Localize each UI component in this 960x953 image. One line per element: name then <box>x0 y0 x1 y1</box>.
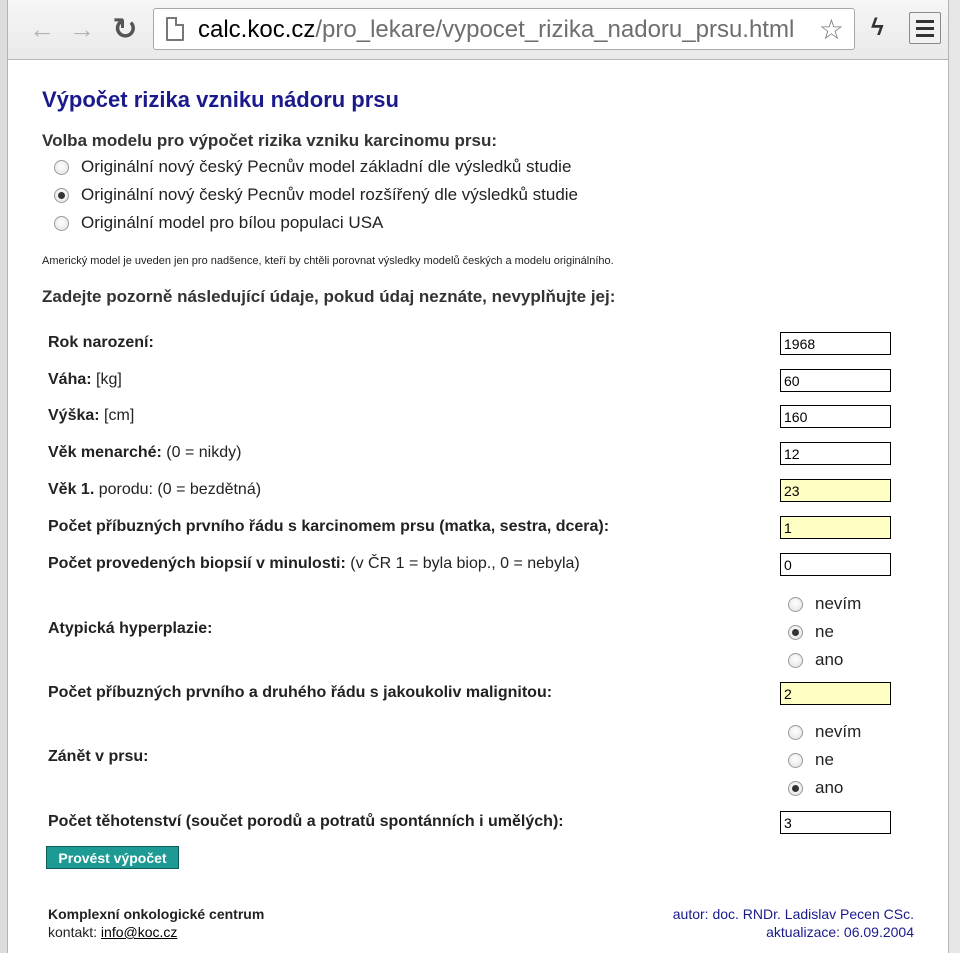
first-birth-label: Věk 1. porodu: (0 = bezdětná) <box>48 481 262 498</box>
inflammation-option-label: nevím <box>815 722 862 741</box>
forward-arrow-icon[interactable]: → <box>69 13 95 44</box>
birth-year-label: Rok narození: <box>48 334 154 351</box>
radio-inflammation-yes[interactable] <box>788 781 803 796</box>
relatives-any-input[interactable] <box>780 682 891 705</box>
model-option-basic[interactable] <box>54 157 571 177</box>
reload-icon[interactable]: ↻ <box>112 12 138 46</box>
back-arrow-icon[interactable]: ← <box>29 13 55 44</box>
page-icon <box>166 17 184 41</box>
model-option-label: Originální nový český Pecnův model základní dle výsledků studie <box>81 157 572 176</box>
footer-author: autor: doc. RNDr. Ladislav Pecen CSc. <box>672 906 914 922</box>
footer-contact <box>48 924 177 940</box>
radio-inflammation-no[interactable] <box>788 753 803 768</box>
model-option-label: Originální model pro bílou populaci USA <box>81 213 384 232</box>
contact-email-link[interactable]: info@koc.cz <box>100 924 178 940</box>
weight-input[interactable] <box>780 369 891 392</box>
weight-label: Váha: [kg] <box>48 371 122 388</box>
hyperplasia-option-yes[interactable] <box>788 650 843 670</box>
radio-hyperplasia-no[interactable] <box>788 625 803 640</box>
radio-inflammation-unknown[interactable] <box>788 725 803 740</box>
footer-contact-label: kontakt: <box>48 924 98 940</box>
footer-org: Komplexní onkologické centrum <box>48 906 265 922</box>
radio-hyperplasia-unknown[interactable] <box>788 597 803 612</box>
biopsies-label: Počet provedených biopsií v minulosti: (v ČR 1 = byla biop., 0 = nebyla) <box>48 555 580 572</box>
radio-model-usa[interactable] <box>54 216 69 231</box>
model-option-usa[interactable] <box>54 213 383 233</box>
radio-model-extended[interactable] <box>54 188 69 203</box>
birth-year-input[interactable] <box>780 332 891 355</box>
inflammation-option-unknown[interactable] <box>788 722 861 742</box>
page-content <box>8 61 948 953</box>
pregnancies-label: Počet těhotenství (součet porodů a potratů spontánních i umělých): <box>48 813 564 830</box>
page-title: Výpočet rizika vzniku nádoru prsu <box>42 87 399 112</box>
window-frame-left <box>0 0 8 953</box>
pregnancies-input[interactable] <box>780 811 891 834</box>
menarche-input[interactable] <box>780 442 891 465</box>
inflammation-option-label: ano <box>815 778 844 797</box>
model-option-label: Originální nový český Pecnův model rozšířený dle výsledků studie <box>81 185 579 204</box>
radio-model-basic[interactable] <box>54 160 69 175</box>
browser-toolbar <box>8 0 948 60</box>
url-path: /pro_lekare/vypocet_rizika_nadoru_prsu.html <box>315 16 795 43</box>
url-text[interactable] <box>198 15 794 45</box>
hyperplasia-option-unknown[interactable] <box>788 594 861 614</box>
model-heading: Volba modelu pro výpočet rizika vzniku karcinomu prsu: <box>42 131 498 150</box>
biopsies-input[interactable] <box>780 553 891 576</box>
hyperplasia-option-no[interactable] <box>788 622 834 642</box>
model-option-extended[interactable] <box>54 185 578 205</box>
inflammation-option-no[interactable] <box>788 750 834 770</box>
hyperplasia-option-label: ano <box>815 650 844 669</box>
bookmark-star-icon[interactable]: ☆ <box>818 14 844 45</box>
relatives-first-input[interactable] <box>780 516 891 539</box>
browser-menu-button[interactable] <box>909 12 941 44</box>
relatives-first-label: Počet příbuzných prvního řádu s karcinomem prsu (matka, sestra, dcera): <box>48 518 610 535</box>
height-input[interactable] <box>780 405 891 428</box>
relatives-any-label: Počet příbuzných prvního a druhého řádu s jakoukoliv malignitou: <box>48 684 553 701</box>
height-label: Výška: [cm] <box>48 407 135 424</box>
instructions: Zadejte pozorně následující údaje, pokud údaj neznáte, nevyplňujte jej: <box>42 287 616 306</box>
model-note: Americký model je uveden jen pro nadšence, kteří by chtěli porovnat výsledky modelů českých a modelu originálního. <box>42 255 614 267</box>
url-host: calc.koc.cz <box>198 16 316 43</box>
inflammation-option-label: ne <box>815 750 834 769</box>
calculate-button[interactable]: Provést výpočet <box>46 846 179 869</box>
extension-lightning-icon[interactable]: ϟ <box>871 14 884 41</box>
radio-hyperplasia-yes[interactable] <box>788 653 803 668</box>
window-scrollbar[interactable] <box>948 0 960 953</box>
hyperplasia-option-label: nevím <box>815 594 862 613</box>
hyperplasia-option-label: ne <box>815 622 834 641</box>
hyperplasia-label: Atypická hyperplazie: <box>48 620 213 637</box>
first-birth-input[interactable] <box>780 479 891 502</box>
footer-updated: aktualizace: 06.09.2004 <box>766 924 914 940</box>
menarche-label: Věk menarché: (0 = nikdy) <box>48 444 242 461</box>
address-bar[interactable] <box>153 8 855 50</box>
inflammation-option-yes[interactable] <box>788 778 843 798</box>
inflammation-label: Zánět v prsu: <box>48 748 149 765</box>
